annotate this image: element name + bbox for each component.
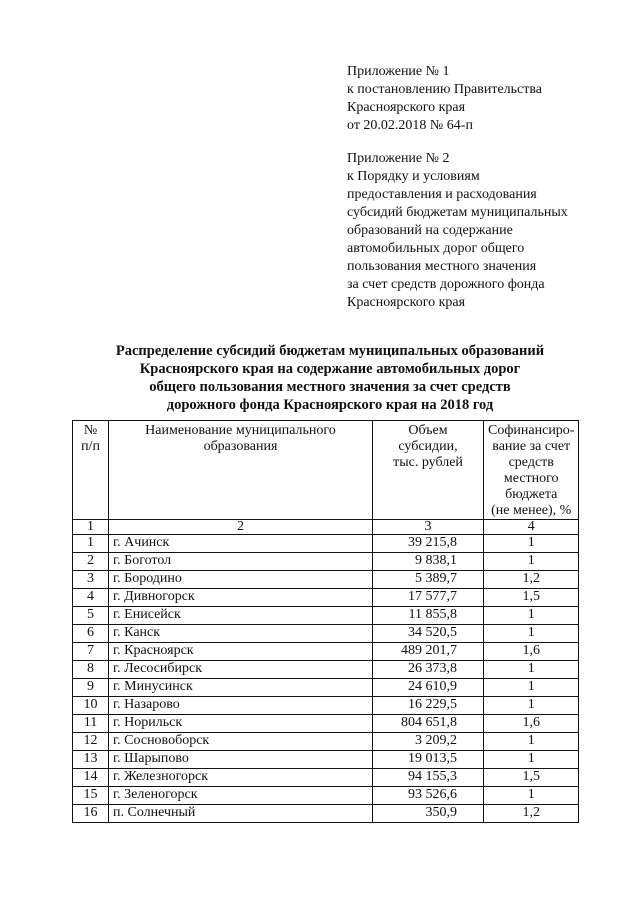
row-number: 7 [73, 643, 109, 661]
header-text-line: средств [508, 455, 554, 470]
subsidy-amount: 489 201,7 [373, 643, 484, 661]
table-row [73, 535, 579, 553]
column-number-row [73, 520, 579, 535]
cofinancing-percent: 1,5 [484, 589, 579, 607]
appendix-2-block [347, 150, 568, 312]
municipality-name: г. Зеленогорск [109, 787, 373, 805]
municipality-name: г. Дивногорск [109, 589, 373, 607]
header-text-line: (не менее), % [491, 503, 572, 518]
row-number: 9 [73, 679, 109, 697]
appendix-2-line: к Порядку и условиям [347, 169, 480, 184]
row-number: 3 [73, 571, 109, 589]
row-number: 10 [73, 697, 109, 715]
header-text-line: Объем [408, 423, 448, 438]
cofinancing-percent: 1 [484, 553, 579, 571]
table-row [73, 589, 579, 607]
title-line: Распределение субсидий бюджетам муниципальных образований [115, 343, 545, 359]
header-text-line: образования [203, 439, 278, 454]
table-row [73, 553, 579, 571]
header-text-line: вание за счет [492, 439, 571, 454]
row-number: 6 [73, 625, 109, 643]
subsidy-amount: 350,9 [373, 805, 484, 823]
header-text-line: субсидии, [398, 439, 458, 454]
appendix-2-line: предоставления и расходования [347, 187, 537, 202]
cofinancing-percent: 1,6 [484, 643, 579, 661]
cofinancing-percent: 1 [484, 679, 579, 697]
subsidy-amount: 19 013,5 [373, 751, 484, 769]
subsidy-amount: 26 373,8 [373, 661, 484, 679]
municipality-name: п. Солнечный [109, 805, 373, 823]
municipality-name: г. Шарыпово [109, 751, 373, 769]
cofinancing-percent: 1 [484, 535, 579, 553]
row-number: 1 [73, 535, 109, 553]
row-number: 11 [73, 715, 109, 733]
municipality-name: г. Назарово [109, 697, 373, 715]
header-amount [373, 421, 484, 520]
table-row [73, 607, 579, 625]
column-number-2: 2 [109, 520, 373, 535]
row-number: 2 [73, 553, 109, 571]
table-body [73, 535, 579, 823]
appendix-2-line: субсидий бюджетам муниципальных [347, 205, 568, 220]
subsidy-amount: 94 155,3 [373, 769, 484, 787]
subsidy-amount: 93 526,6 [373, 787, 484, 805]
cofinancing-percent: 1 [484, 787, 579, 805]
row-number: 14 [73, 769, 109, 787]
table-row [73, 733, 579, 751]
table-row [73, 679, 579, 697]
subsidy-amount: 39 215,8 [373, 535, 484, 553]
municipality-name: г. Красноярск [109, 643, 373, 661]
table-row [73, 805, 579, 823]
row-number: 8 [73, 661, 109, 679]
cofinancing-percent: 1 [484, 661, 579, 679]
header-municipality [109, 421, 373, 520]
appendix-1-line: Приложение № 1 [347, 64, 450, 79]
header-text-line: № [83, 423, 98, 438]
table-row [73, 643, 579, 661]
cofinancing-percent: 1,2 [484, 805, 579, 823]
cofinancing-percent: 1 [484, 733, 579, 751]
municipality-name: г. Канск [109, 625, 373, 643]
appendix-2-line: пользования местного значения [347, 259, 537, 274]
table-row [73, 661, 579, 679]
municipality-name: г. Норильск [109, 715, 373, 733]
municipality-name: г. Ачинск [109, 535, 373, 553]
municipality-name: г. Сосновоборск [109, 733, 373, 751]
row-number: 16 [73, 805, 109, 823]
subsidy-amount: 9 838,1 [373, 553, 484, 571]
row-number: 13 [73, 751, 109, 769]
column-number-3: 3 [373, 520, 484, 535]
table-row [73, 787, 579, 805]
row-number: 4 [73, 589, 109, 607]
municipality-name: г. Бородино [109, 571, 373, 589]
municipality-name: г. Железногорск [109, 769, 373, 787]
appendix-1-line: от 20.02.2018 № 64-п [347, 118, 473, 133]
row-number: 15 [73, 787, 109, 805]
municipality-name: г. Лесосибирск [109, 661, 373, 679]
appendix-1-line: Красноярского края [347, 100, 466, 115]
subsidy-amount: 3 209,2 [373, 733, 484, 751]
column-number-4: 4 [484, 520, 579, 535]
appendix-1-block [347, 63, 542, 135]
title-line: дорожного фонда Красноярского края на 2018 год [166, 397, 494, 413]
subsidy-table [72, 420, 579, 823]
municipality-name: г. Минусинск [109, 679, 373, 697]
appendix-2-line: автомобильных дорог общего [347, 241, 525, 256]
appendix-2-line: образований на содержание [347, 223, 513, 238]
header-text-line: п/п [81, 439, 100, 454]
appendix-2-line: Красноярского края [347, 295, 466, 310]
cofinancing-percent: 1 [484, 697, 579, 715]
table-row [73, 697, 579, 715]
table-header-row [73, 421, 579, 520]
appendix-2-line: за счет средств дорожного фонда [347, 277, 545, 292]
header-text-line: Наименование муниципального [145, 423, 336, 438]
column-number-1: 1 [73, 520, 109, 535]
row-number: 5 [73, 607, 109, 625]
header-text-line: бюджета [505, 487, 558, 502]
header-text-line: тыс. рублей [393, 455, 463, 470]
subsidy-amount: 34 520,5 [373, 625, 484, 643]
cofinancing-percent: 1 [484, 751, 579, 769]
cofinancing-percent: 1,5 [484, 769, 579, 787]
table-row [73, 715, 579, 733]
table-row [73, 769, 579, 787]
subsidy-amount: 5 389,7 [373, 571, 484, 589]
table-row [73, 751, 579, 769]
subsidy-amount: 24 610,9 [373, 679, 484, 697]
appendix-2-line: Приложение № 2 [347, 151, 450, 166]
header-number [73, 421, 109, 520]
cofinancing-percent: 1 [484, 625, 579, 643]
cofinancing-percent: 1,6 [484, 715, 579, 733]
municipality-name: г. Енисейск [109, 607, 373, 625]
table-row [73, 571, 579, 589]
municipality-name: г. Боготол [109, 553, 373, 571]
document-title [60, 342, 600, 414]
subsidy-amount: 804 651,8 [373, 715, 484, 733]
header-text-line: Софинансиро- [488, 423, 575, 438]
appendix-1-line: к постановлению Правительства [347, 82, 543, 97]
table-row [73, 625, 579, 643]
title-line: общего пользования местного значения за счет средств [149, 379, 511, 395]
header-cofinancing [484, 421, 579, 520]
cofinancing-percent: 1,2 [484, 571, 579, 589]
subsidy-amount: 16 229,5 [373, 697, 484, 715]
row-number: 12 [73, 733, 109, 751]
cofinancing-percent: 1 [484, 607, 579, 625]
header-text-line: местного [503, 471, 559, 486]
subsidy-amount: 11 855,8 [373, 607, 484, 625]
title-line: Красноярского края на содержание автомобильных дорог [139, 361, 521, 377]
subsidy-amount: 17 577,7 [373, 589, 484, 607]
